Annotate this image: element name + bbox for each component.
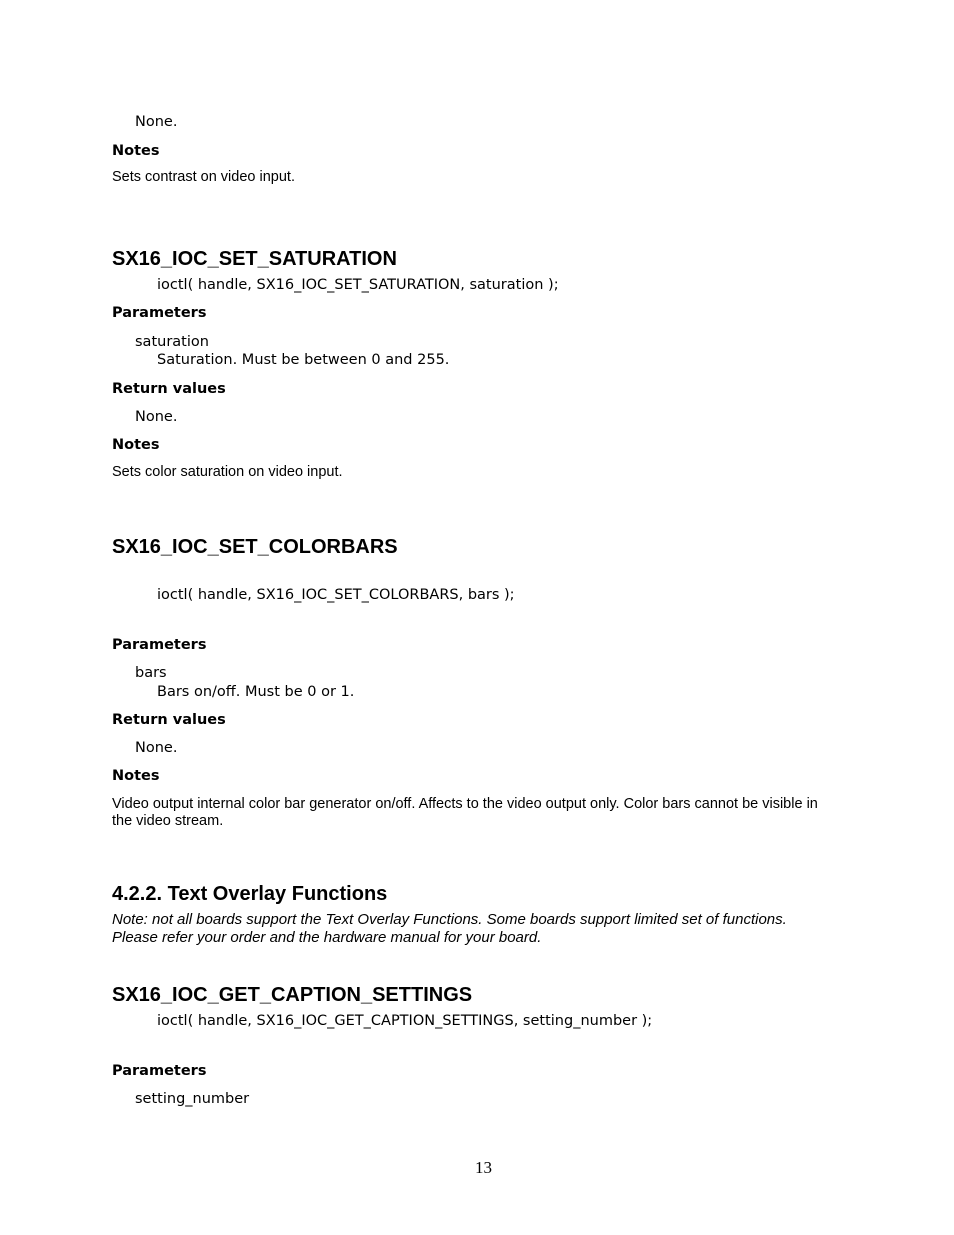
return-values-label: Return values [112, 712, 226, 728]
notes-label: Notes [112, 437, 160, 453]
return-value-text: None. [135, 114, 178, 130]
notes-text-line1: Video output internal color bar generator on/off. Affects to the video output only. Color bars cannot be visible in [112, 796, 818, 812]
return-value-text: None. [135, 409, 178, 425]
subsection-heading: 4.2.2. Text Overlay Functions [112, 883, 388, 905]
param-description: Saturation. Must be between 0 and 255. [157, 352, 450, 368]
signature-colorbars: ioctl( handle, SX16_IOC_SET_COLORBARS, bars ); [157, 587, 515, 603]
param-name: saturation [135, 334, 209, 350]
return-values-label: Return values [112, 381, 226, 397]
parameters-label: Parameters [112, 1063, 207, 1079]
italic-note-line2: Please refer your order and the hardware manual for your board. [112, 929, 542, 946]
page-number: 13 [475, 1158, 492, 1177]
notes-text-line2: the video stream. [112, 813, 224, 829]
return-value-text: None. [135, 740, 178, 756]
notes-label: Notes [112, 143, 160, 159]
parameters-label: Parameters [112, 637, 207, 653]
notes-text: Sets color saturation on video input. [112, 464, 343, 480]
section-title-colorbars: SX16_IOC_SET_COLORBARS [112, 536, 398, 558]
signature-saturation: ioctl( handle, SX16_IOC_SET_SATURATION, saturation ); [157, 277, 559, 293]
param-description: Bars on/off. Must be 0 or 1. [157, 684, 355, 700]
notes-text: Sets contrast on video input. [112, 169, 295, 185]
signature-caption-settings: ioctl( handle, SX16_IOC_GET_CAPTION_SETTINGS, setting_number ); [157, 1013, 653, 1029]
notes-label: Notes [112, 768, 160, 784]
section-title-saturation: SX16_IOC_SET_SATURATION [112, 248, 397, 270]
param-name: setting_number [135, 1091, 250, 1107]
section-title-caption-settings: SX16_IOC_GET_CAPTION_SETTINGS [112, 984, 473, 1006]
param-name: bars [135, 665, 167, 681]
italic-note-line1: Note: not all boards support the Text Overlay Functions. Some boards support limited set of functions. [112, 911, 787, 928]
parameters-label: Parameters [112, 305, 207, 321]
